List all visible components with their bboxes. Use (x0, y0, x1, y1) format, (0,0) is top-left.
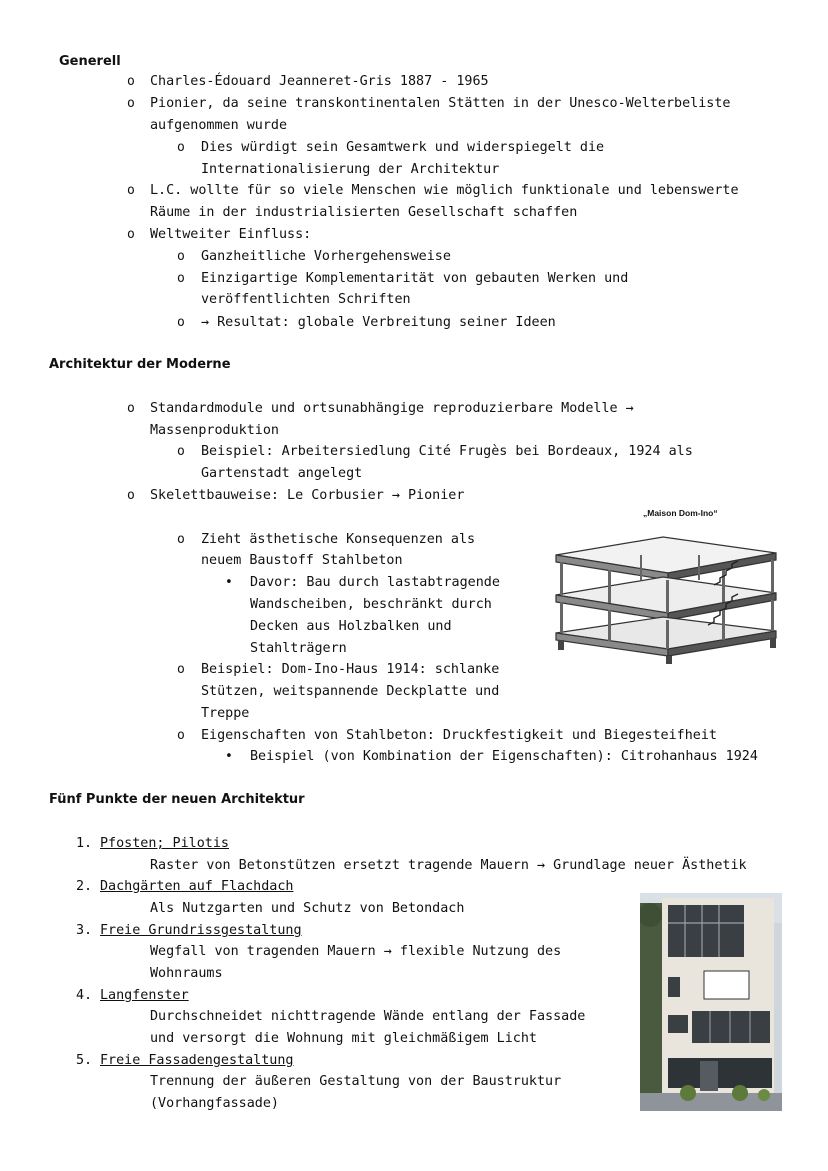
text-line: Davor: Bau durch lastabtragende (250, 575, 500, 590)
point-title: Freie Grundrissgestaltung (100, 923, 302, 938)
maison-dom-ino-illustration (548, 525, 783, 665)
text-line: Beispiel (von Kombination der Eigenschaften): Citrohanhaus 1924 (250, 749, 758, 764)
text-line: Massenproduktion (150, 423, 279, 438)
bullet-circle: o (177, 271, 185, 286)
bullet-dot: • (225, 749, 233, 764)
bullet-dot: • (225, 575, 233, 590)
text-line: Weltweiter Einfluss: (150, 227, 312, 242)
point-description: Trennung der äußeren Gestaltung von der Baustruktur (150, 1074, 562, 1089)
point-description: Durchschneidet nichttragende Wände entlang der Fassade (150, 1009, 586, 1024)
text-line: Stahlträgern (250, 641, 347, 656)
point-title: Langfenster (100, 988, 189, 1003)
bullet-circle: o (127, 183, 135, 198)
text-line: Beispiel: Dom-Ino-Haus 1914: schlanke (201, 662, 500, 677)
bullet-circle: o (127, 74, 135, 89)
text-line: Gartenstadt angelegt (201, 466, 363, 481)
heading-generell: Generell (59, 54, 121, 69)
bullet-circle: o (127, 488, 135, 503)
point-description: Wegfall von tragenden Mauern → flexible Nutzung des (150, 944, 562, 959)
text-line: Wandscheiben, beschränkt durch (250, 597, 492, 612)
point-description: und versorgt die Wohnung mit gleichmäßigem Licht (150, 1031, 537, 1046)
text-line: Ganzheitliche Vorhergehensweise (201, 249, 451, 264)
list-number: 2. (76, 879, 93, 894)
text-line: Eigenschaften von Stahlbeton: Druckfestigkeit und Biegesteifheit (201, 728, 717, 743)
text-line: aufgenommen wurde (150, 118, 288, 133)
point-description: Als Nutzgarten und Schutz von Betondach (150, 901, 465, 916)
text-line: Treppe (201, 706, 250, 721)
villa-facade-photo (640, 893, 782, 1111)
point-description: Wohnraums (150, 966, 223, 981)
text-line: Beispiel: Arbeitersiedlung Cité Frugès bei Bordeaux, 1924 als (201, 444, 693, 459)
text-line: L.C. wollte für so viele Menschen wie möglich funktionale und lebenswerte (150, 183, 739, 198)
bullet-circle: o (177, 662, 185, 677)
bullet-circle: o (177, 532, 185, 547)
text-line: Skelettbauweise: Le Corbusier → Pionier (150, 488, 465, 503)
point-description: Raster von Betonstützen ersetzt tragende Mauern → Grundlage neuer Ästhetik (150, 858, 747, 873)
list-number: 5. (76, 1053, 93, 1068)
point-title: Pfosten; Pilotis (100, 836, 229, 851)
text-line: Decken aus Holzbalken und (250, 619, 452, 634)
text-line: Einzigartige Komplementarität von gebauten Werken und (201, 271, 629, 286)
text-line: Pionier, da seine transkontinentalen Stätten in der Unesco-Welterbeliste (150, 96, 731, 111)
bullet-circle: o (177, 315, 185, 330)
bullet-circle: o (127, 96, 135, 111)
point-title: Freie Fassadengestaltung (100, 1053, 294, 1068)
list-number: 4. (76, 988, 93, 1003)
bullet-circle: o (177, 249, 185, 264)
heading-fuenf-punkte: Fünf Punkte der neuen Architektur (49, 792, 305, 807)
text-line: Internationalisierung der Architektur (201, 162, 500, 177)
text-line: → Resultat: globale Verbreitung seiner Ideen (201, 315, 556, 330)
heading-moderne: Architektur der Moderne (49, 357, 231, 372)
list-number: 3. (76, 923, 93, 938)
text-line: Standardmodule und ortsunabhängige reproduzierbare Modelle → (150, 401, 634, 416)
bullet-circle: o (177, 140, 185, 155)
list-number: 1. (76, 836, 93, 851)
bullet-circle: o (127, 401, 135, 416)
figure-caption: „Maison Dom-Ino“ (643, 508, 718, 518)
point-description: (Vorhangfassade) (150, 1096, 279, 1111)
text-line: veröffentlichten Schriften (201, 292, 411, 307)
bullet-circle: o (127, 227, 135, 242)
bullet-circle: o (177, 444, 185, 459)
text-line: Zieht ästhetische Konsequenzen als (201, 532, 476, 547)
text-line: Dies würdigt sein Gesamtwerk und widerspiegelt die (201, 140, 605, 155)
text-line: neuem Baustoff Stahlbeton (201, 553, 403, 568)
bullet-circle: o (177, 728, 185, 743)
text-line: Charles-Édouard Jeanneret-Gris 1887 - 1965 (150, 74, 489, 89)
text-line: Räume in der industrialisierten Gesellschaft schaffen (150, 205, 578, 220)
text-line: Stützen, weitspannende Deckplatte und (201, 684, 500, 699)
point-title: Dachgärten auf Flachdach (100, 879, 294, 894)
